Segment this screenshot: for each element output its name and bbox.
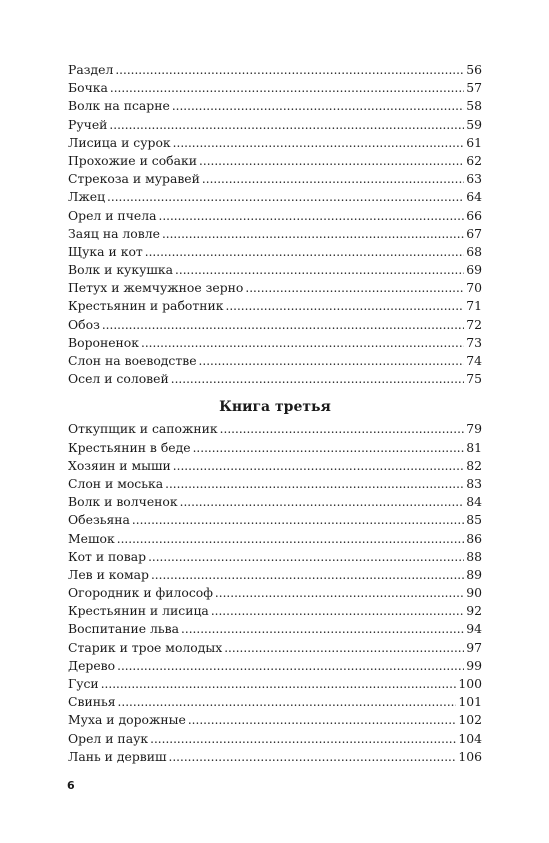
dot-leader [117, 657, 464, 675]
toc-entry [68, 225, 482, 243]
toc-entry-title: Лев и комар [68, 566, 149, 582]
toc-entry-title: Орел и паук [68, 730, 149, 746]
toc-entry-title: Кот и повар [68, 548, 147, 564]
toc-entry-page: 66 [466, 207, 482, 223]
toc-entry [68, 548, 482, 566]
toc-entry [68, 61, 482, 79]
toc-entry-title: Откупщик и сапожник [68, 421, 218, 437]
toc-entry-page: 61 [466, 134, 482, 150]
toc-entry [68, 279, 482, 297]
toc-entry-page: 102 [458, 712, 482, 728]
dot-leader [151, 566, 464, 584]
toc-entry-page: 88 [466, 548, 482, 564]
toc-entry-title: Бочка [68, 80, 108, 96]
dot-leader [180, 493, 465, 511]
toc-entry-title: Волк на псарне [68, 98, 170, 114]
toc-entry-page: 67 [466, 225, 482, 241]
dot-leader [175, 261, 464, 279]
toc-entry-page: 75 [466, 371, 482, 387]
dot-leader [171, 370, 464, 388]
toc-entry-page: 68 [466, 243, 482, 259]
toc-entry [68, 711, 482, 729]
toc-entry [68, 170, 482, 188]
toc-entry-title: Мешок [68, 530, 115, 546]
dot-leader [169, 748, 457, 766]
toc-entry [68, 207, 482, 225]
toc-entry-title: Хозяин и мыши [68, 457, 171, 473]
toc-entry [68, 439, 482, 457]
toc-entry-title: Гуси [68, 676, 99, 691]
toc-entry [68, 352, 482, 370]
toc-entry-title: Осел и соловей [68, 371, 169, 387]
toc-entry [68, 297, 482, 315]
dot-leader [211, 602, 464, 620]
dot-leader [148, 548, 464, 566]
toc-entry-title: Волк и кукушка [68, 262, 174, 278]
dot-leader [115, 61, 464, 79]
toc-entry-page: 86 [466, 530, 482, 546]
dot-leader [220, 420, 465, 438]
toc-entry-title: Раздел [68, 62, 114, 77]
toc-list-book-three [68, 420, 482, 766]
dot-leader [109, 116, 464, 134]
toc-entry [68, 511, 482, 529]
toc-entry-page: 58 [466, 98, 482, 114]
dot-leader [199, 152, 464, 170]
toc-entry [68, 152, 482, 170]
toc-entry-page: 79 [466, 421, 482, 437]
toc-entry [68, 370, 482, 388]
table-of-contents [68, 61, 482, 766]
toc-entry-page: 92 [466, 603, 482, 619]
toc-entry-title: Петух и жемчужное зерно [68, 280, 244, 296]
toc-entry [68, 584, 482, 602]
toc-entry [68, 79, 482, 97]
toc-entry-page: 69 [466, 262, 482, 278]
dot-leader [162, 225, 464, 243]
toc-entry-title: Лжец [68, 189, 106, 205]
dot-leader [101, 675, 457, 693]
toc-entry [68, 675, 482, 693]
toc-entry [68, 188, 482, 206]
toc-entry-page: 84 [466, 494, 482, 510]
toc-entry-title: Заяц на ловле [68, 225, 160, 241]
toc-entry [68, 334, 482, 352]
toc-entry [68, 620, 482, 638]
toc-entry [68, 457, 482, 475]
toc-entry [68, 243, 482, 261]
dot-leader [202, 170, 464, 188]
toc-entry-title: Ручей [68, 116, 108, 132]
toc-entry [68, 97, 482, 115]
dot-leader [245, 279, 464, 297]
dot-leader [102, 316, 464, 334]
toc-entry [68, 730, 482, 748]
toc-entry-page: 62 [466, 152, 482, 168]
toc-entry-title: Лань и дервиш [68, 748, 167, 764]
toc-entry-page: 64 [466, 189, 482, 205]
dot-leader [173, 134, 465, 152]
dot-leader [181, 620, 464, 638]
toc-entry [68, 261, 482, 279]
toc-entry-title: Старик и трое молодых [68, 639, 223, 655]
toc-entry-page: 56 [466, 62, 482, 77]
dot-leader [224, 639, 464, 657]
dot-leader [188, 711, 457, 729]
toc-entry-title: Свинья [68, 694, 116, 710]
page-number: 6 [67, 779, 75, 792]
toc-entry-page: 81 [466, 439, 482, 455]
toc-entry [68, 420, 482, 438]
toc-entry [68, 493, 482, 511]
toc-entry [68, 475, 482, 493]
toc-entry [68, 602, 482, 620]
toc-entry-page: 100 [458, 676, 482, 691]
toc-entry-page: 104 [458, 730, 482, 746]
toc-entry [68, 748, 482, 766]
toc-entry-page: 59 [466, 116, 482, 132]
toc-entry-title: Огородник и философ [68, 585, 213, 601]
toc-entry-page: 89 [466, 566, 482, 582]
toc-entry-title: Воспитание льва [68, 621, 180, 637]
toc-entry-page: 63 [466, 171, 482, 187]
toc-entry [68, 134, 482, 152]
toc-entry-page: 70 [466, 280, 482, 296]
toc-entry [68, 530, 482, 548]
dot-leader [215, 584, 464, 602]
toc-entry-title: Прохожие и собаки [68, 152, 198, 168]
toc-entry-page: 57 [466, 80, 482, 96]
toc-entry-page: 90 [466, 585, 482, 601]
dot-leader [193, 439, 465, 457]
toc-entry [68, 657, 482, 675]
dot-leader [110, 79, 464, 97]
toc-entry [68, 116, 482, 134]
toc-entry-title: Крестьянин в беде [68, 439, 191, 455]
toc-entry-page: 73 [466, 334, 482, 350]
dot-leader [199, 352, 465, 370]
toc-entry-title: Крестьянин и работник [68, 298, 224, 314]
toc-entry-title: Щука и кот [68, 243, 143, 259]
dot-leader [150, 730, 456, 748]
toc-entry-title: Обоз [68, 316, 100, 332]
toc-entry-title: Волк и волченок [68, 494, 178, 510]
dot-leader [117, 530, 464, 548]
toc-entry [68, 639, 482, 657]
toc-entry-page: 85 [466, 512, 482, 528]
section-heading-book-three: Книга третья [219, 399, 331, 416]
toc-entry [68, 566, 482, 584]
dot-leader [165, 475, 464, 493]
dot-leader [107, 188, 464, 206]
dot-leader [118, 693, 457, 711]
toc-entry-page: 71 [466, 298, 482, 314]
toc-entry-page: 74 [466, 353, 482, 368]
toc-entry [68, 693, 482, 711]
toc-entry-page: 82 [466, 457, 482, 473]
dot-leader [158, 207, 464, 225]
toc-entry-page: 83 [466, 475, 482, 491]
toc-entry-title: Дерево [68, 657, 116, 673]
dot-leader [172, 97, 464, 115]
toc-list-previous-book [68, 61, 482, 388]
toc-entry-title: Крестьянин и лисица [68, 603, 209, 619]
toc-entry [68, 316, 482, 334]
dot-leader [173, 457, 464, 475]
dot-leader [141, 334, 464, 352]
toc-entry-title: Слон и моська [68, 475, 164, 491]
toc-entry-title: Обезьяна [68, 512, 130, 528]
toc-entry-title: Муха и дорожные [68, 712, 186, 728]
toc-entry-page: 72 [466, 316, 482, 332]
toc-entry-page: 101 [458, 694, 482, 710]
toc-entry-page: 99 [466, 657, 482, 673]
toc-entry-page: 94 [466, 621, 482, 637]
dot-leader [132, 511, 464, 529]
toc-entry-title: Вороненок [68, 334, 140, 350]
dot-leader [225, 297, 464, 315]
toc-entry-title: Лисица и сурок [68, 134, 171, 150]
dot-leader [145, 243, 464, 261]
toc-entry-title: Орел и пчела [68, 207, 157, 223]
toc-entry-title: Слон на воеводстве [68, 353, 197, 368]
toc-entry-title: Стрекоза и муравей [68, 171, 200, 187]
toc-entry-page: 97 [466, 639, 482, 655]
toc-entry-page: 106 [458, 748, 482, 764]
